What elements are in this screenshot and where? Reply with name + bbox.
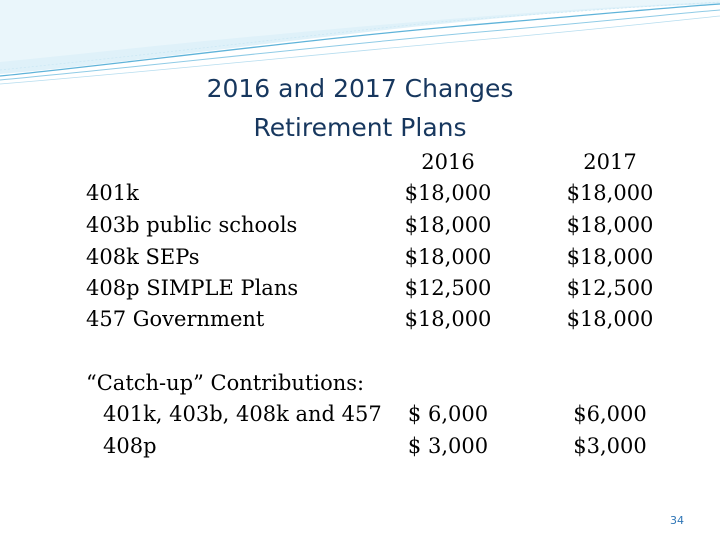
plan-2017-value: $18,000 [566,181,654,205]
slide-title-line1: 2016 and 2017 Changes [206,74,514,103]
catch-up-label: 408p [103,434,157,458]
catch-up-2016-value: $ 6,000 [407,402,489,426]
plan-label: 457 Government [86,307,265,331]
page-number: 34 [670,514,684,527]
plan-2017-value: $18,000 [566,307,654,331]
catch-up-2016-value: $ 3,000 [407,434,489,458]
catch-up-2017-value: $3,000 [573,434,647,458]
slide-title-line2: Retirement Plans [253,113,467,142]
plan-label: 408k SEPs [86,245,200,269]
header-2017: 2017 [583,150,637,174]
plan-label: 408p SIMPLE Plans [86,276,299,300]
plan-2016-value: $18,000 [404,307,492,331]
catch-up-label: 401k, 403b, 408k and 457 [103,402,382,426]
plan-2017-value: $12,500 [566,276,654,300]
catch-up-2017-value: $6,000 [573,402,647,426]
plan-label: 403b public schools [86,213,298,237]
plan-2016-value: $18,000 [404,245,492,269]
plan-2017-value: $18,000 [566,245,654,269]
plan-2016-value: $18,000 [404,181,492,205]
header-2016: 2016 [421,150,475,174]
plan-2016-value: $18,000 [404,213,492,237]
catch-up-heading: “Catch-up” Contributions: [86,371,365,395]
plan-label: 401k [86,181,139,205]
plan-2016-value: $12,500 [404,276,492,300]
plan-2017-value: $18,000 [566,213,654,237]
